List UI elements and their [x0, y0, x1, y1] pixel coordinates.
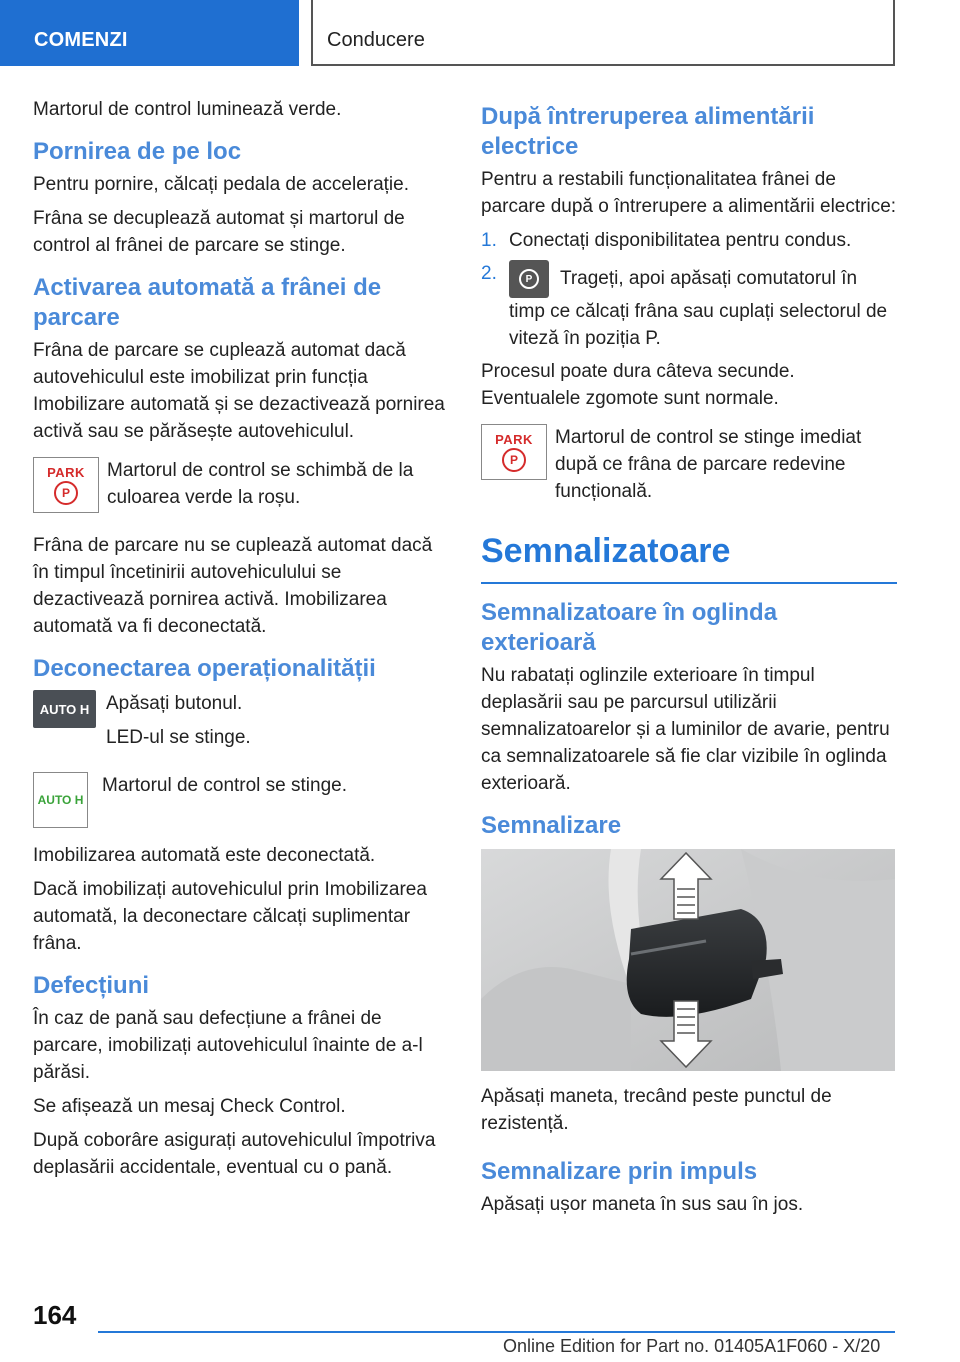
parking-brake-switch-icon: [509, 260, 549, 298]
heading-semnalizatoare: Semnalizatoare: [481, 532, 731, 570]
paragraph: Apăsați butonul.: [106, 693, 243, 714]
auto-hold-indicator-icon: AUTO H: [33, 772, 88, 828]
paragraph: Martorul de control se stinge.: [102, 775, 348, 796]
paragraph: Martorul de control se schimbă de la culoarea verde la roșu.: [107, 460, 414, 508]
heading-defectiuni: Defecțiuni: [33, 972, 150, 999]
paragraph: Dacă imobilizați autovehiculul prin Imobilizarea automată, la deconectare călcați suplimentar frâna.: [33, 879, 427, 954]
paragraph: Se afișează un mesaj Check Control.: [33, 1096, 346, 1117]
paragraph: LED-ul se stinge.: [106, 727, 251, 748]
footer-divider: [98, 1331, 895, 1333]
park-indicator-row: [33, 457, 449, 518]
park-label: PARK: [47, 464, 85, 480]
heading-pornirea: Pornirea de pe loc: [33, 138, 242, 165]
step-number: 1.: [481, 230, 497, 251]
park-brake-indicator-icon: [33, 457, 99, 513]
paragraph: Nu rabatați oglinzile exterioare în timpul deplasării sau pe parcursul utilizării semnalizatoarelor și a luminilor de avarie, pentru ca semnalizatoarele să fie clar vizibile în oglinda exterioară.: [481, 665, 890, 794]
autoh-indicator-row: [33, 772, 449, 828]
chapter-heading-wrap: [481, 530, 897, 584]
right-column: [481, 96, 897, 1225]
park-label: PARK: [495, 431, 533, 447]
paragraph: În caz de pană sau defecțiune a frânei de parcare, imobilizați autovehiculul înainte de a-l părăsi.: [33, 1008, 423, 1083]
step-text: Conectați disponibilitatea pentru condus.: [509, 230, 852, 251]
edition-note: Online Edition for Part no. 01405A1F060 - X/20: [503, 1336, 881, 1356]
park-circle: P: [519, 269, 539, 289]
steps-list: [481, 227, 897, 352]
section-tab: COMENZI: [0, 0, 299, 66]
paragraph: Imobilizarea automată este deconectată.: [33, 845, 376, 866]
paragraph: Apăsați ușor maneta în sus sau în jos.: [481, 1194, 804, 1215]
paragraph: Pentru pornire, călcați pedala de accelerație.: [33, 174, 410, 195]
auto-hold-button-icon: AUTO H: [33, 690, 96, 728]
paragraph: Frâna se decuplează automat și martorul de control al frânei de parcare se stinge.: [33, 208, 405, 256]
paragraph: Apăsați maneta, trecând peste punctul de rezistență.: [481, 1086, 832, 1134]
paragraph: După coborâre asigurați autovehiculul împotriva deplasării accidentale, eventual cu o pană.: [33, 1130, 436, 1178]
step-text: Trageți, apoi apăsați comutatorul în timp ce călcați frâna sau cuplați selectorul de viteză în poziția P.: [509, 268, 888, 349]
heading-oglinda: Semnalizatoare în oglinda exterioară: [481, 599, 778, 656]
heading-semnalizare: Semnalizare: [481, 812, 622, 839]
list-item: [481, 260, 897, 352]
park-brake-indicator-icon: [481, 424, 547, 480]
paragraph: Martorul de control luminează verde.: [33, 99, 342, 120]
paragraph: Frâna de parcare se cuplează automat dacă autovehiculul este imobilizat prin funcția Imobilizare automată și se dezactivează pornirea activă sau se părăsește autovehiculul.: [33, 340, 445, 442]
paragraph: Pentru a restabili funcționalitatea frânei de parcare după o întrerupere a alimentării electrice:: [481, 169, 897, 217]
step-number: 2.: [481, 263, 497, 284]
paragraph: Frâna de parcare nu se cuplează automat dacă în timpul încetinirii autovehiculului se dezactivează pornirea activă. Imobilizarea automată va fi deconectată.: [33, 535, 433, 637]
paragraph: Martorul de control se stinge imediat după ce frâna de parcare redevine funcțională.: [555, 427, 862, 502]
park-circle: P: [502, 448, 526, 472]
page-header: [0, 0, 960, 66]
heading-dupa-intrerupere: După întreruperea alimentării electrice: [481, 103, 815, 160]
left-column: [33, 96, 449, 1188]
lever-diagram: [481, 849, 895, 1071]
heading-impuls: Semnalizare prin impuls: [481, 1158, 758, 1185]
autoh-button-row: [33, 690, 449, 758]
list-item: [481, 227, 897, 254]
park-indicator-row: [481, 424, 897, 512]
paragraph: Procesul poate dura câteva secunde. Eventualele zgomote sunt normale.: [481, 361, 795, 409]
heading-deconectarea: Deconectarea operaționalității: [33, 655, 376, 682]
park-circle: P: [54, 481, 78, 505]
page-number: 164: [33, 1300, 77, 1330]
turn-signal-lever-illustration: [481, 849, 895, 1071]
chapter-tab: Conducere: [311, 0, 895, 66]
heading-activarea: Activarea automată a frânei de parcare: [33, 274, 382, 331]
